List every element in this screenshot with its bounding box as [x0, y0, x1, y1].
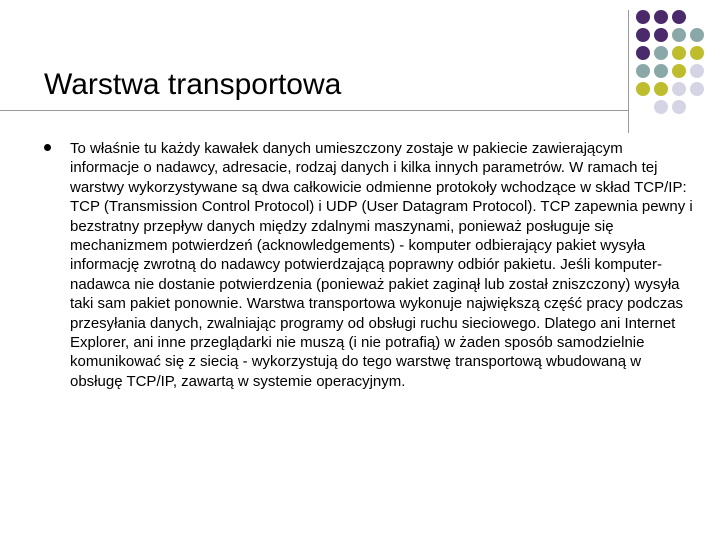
decorative-dot [654, 64, 668, 78]
decorative-dot [636, 10, 650, 24]
decorative-dot [654, 46, 668, 60]
decorative-dot [690, 28, 704, 42]
bullet-list-item [44, 139, 694, 391]
title-divider [0, 110, 628, 111]
decorative-dot [672, 10, 686, 24]
decorative-dot [672, 64, 686, 78]
decorative-dot [654, 10, 668, 24]
decorative-dot [690, 46, 704, 60]
bullet-icon [44, 144, 51, 151]
decorative-dot-grid [636, 10, 720, 118]
decorative-dot [672, 46, 686, 60]
bullet-text: To właśnie tu każdy kawałek danych umieszczony zostaje w pakiecie zawierającym informacje o nadawcy, adresacie, rodzaj danych i kilka innych parametrów. W ramach tej warstwy wykorzystywane są dwa całkowicie odmienne protokoły wchodzące w skład TCP/IP: TCP (Transmission Control Protocol) i UDP (User Datagram Protocol). TCP zapewnia pewny i bezstratny przepływ danych między zdalnymi maszynami, ponieważ posługuje się mechanizmem potwierdzeń (acknowledgements) - komputer odbierający pakiet wysyła informację zwrotną do nadawcy potwierdzającą poprawny odbiór pakietu. Jeśli komputer-nadawca nie dostanie potwierdzenia (ponieważ pakiet zaginął lub został zniszczony) wysyła taki sam pakiet ponownie. Warstwa transportowa wykonuje największą część pracy podczas przesyłania danych, zwalniając programy od obsługi ruchu sieciowego. Dlatego ani Internet Explorer, ani inne przeglądarki nie muszą (i nie potrafią) w żaden sposób samodzielnie komunikować się z siecią - wykorzystują do tego warstwę transportową wbudowaną w obsługę TCP/IP, zawartą w systemie operacyjnym. [70, 140, 693, 390]
decorative-dot [654, 100, 668, 114]
vertical-divider [628, 10, 629, 133]
decorative-dot [672, 82, 686, 96]
decorative-dot [690, 64, 704, 78]
decorative-dot [636, 64, 650, 78]
decorative-dot [636, 82, 650, 96]
decorative-dot [672, 28, 686, 42]
decorative-dot [654, 82, 668, 96]
decorative-dot [636, 28, 650, 42]
decorative-dot [636, 46, 650, 60]
slide-title: Warstwa transportowa [44, 68, 342, 101]
decorative-dot [690, 82, 704, 96]
decorative-dot [672, 100, 686, 114]
decorative-dot [654, 28, 668, 42]
